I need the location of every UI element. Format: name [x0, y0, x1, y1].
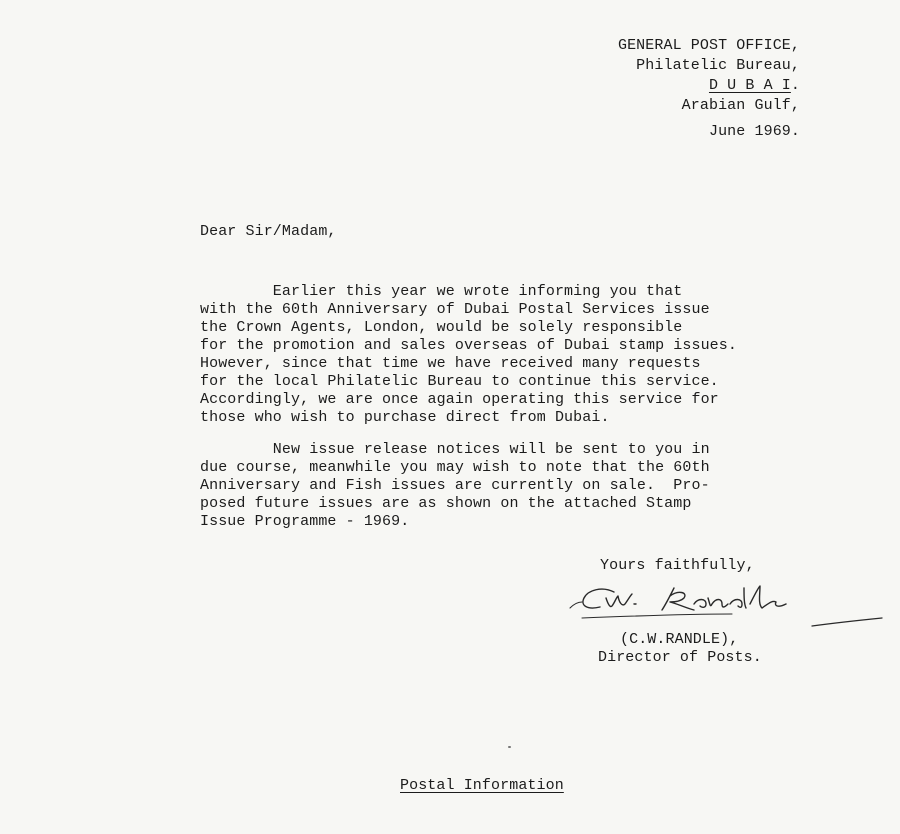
closing: Yours faithfully,: [600, 557, 755, 574]
letterhead-office: GENERAL POST OFFICE,: [617, 37, 800, 54]
signatory-name: (C.W.RANDLE),: [620, 631, 739, 648]
salutation: Dear Sir/Madam,: [200, 223, 337, 240]
paragraph-line: New issue release notices will be sent to you in: [200, 441, 710, 458]
handwritten-signature: [562, 574, 892, 634]
paragraph-line: the Crown Agents, London, would be solely responsible: [200, 319, 683, 336]
letter-date: June 1969.: [708, 123, 800, 140]
letterhead-city: [709, 76, 800, 96]
letterhead-region: Arabian Gulf,: [681, 97, 800, 114]
paragraph-line: However, since that time we have received many requests: [200, 355, 701, 372]
paragraph-line: for the local Philatelic Bureau to continue this service.: [200, 373, 719, 390]
letterhead-city-punct: .: [790, 77, 800, 94]
section-heading: [400, 776, 564, 796]
letterhead-city-name: D U B A I: [708, 77, 791, 94]
signatory-title: Director of Posts.: [598, 649, 762, 666]
paragraph-line: Issue Programme - 1969.: [200, 513, 410, 530]
paragraph-line: Anniversary and Fish issues are currently on sale. Pro-: [200, 477, 710, 494]
paragraph-line: for the promotion and sales overseas of Dubai stamp issues.: [200, 337, 737, 354]
paragraph-line: Accordingly, we are once again operating this service for: [200, 391, 719, 408]
paragraph-line: posed future issues are as shown on the attached Stamp: [200, 495, 692, 512]
section-heading-text: Postal Information: [400, 777, 564, 794]
paragraph-line: with the 60th Anniversary of Dubai Postal Services issue: [200, 301, 710, 318]
scan-speck: [508, 746, 511, 748]
paragraph-line: Earlier this year we wrote informing you that: [200, 283, 683, 300]
paragraph-line: due course, meanwhile you may wish to note that the 60th: [200, 459, 710, 476]
letterhead-bureau: Philatelic Bureau,: [636, 57, 800, 74]
paragraph-line: those who wish to purchase direct from Dubai.: [200, 409, 610, 426]
